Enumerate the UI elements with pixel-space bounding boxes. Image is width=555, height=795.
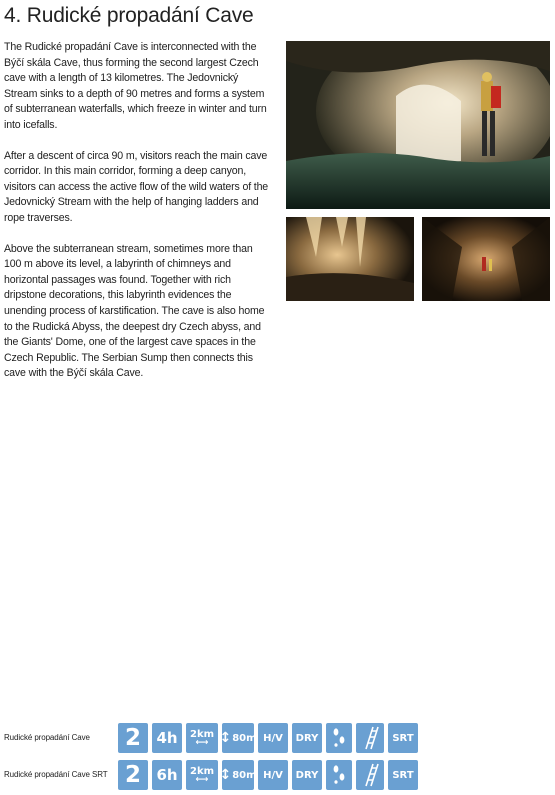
hv-badge: H/V — [258, 723, 288, 753]
depth-badge — [219, 760, 257, 790]
distance-badge — [186, 723, 218, 753]
footprints-icon — [326, 760, 352, 790]
paragraph: The Rudické propadání Cave is interconnected with the Býčí skála Cave, thus forming the second largest Czech cave with a length of 13 kilometres. The Jedovnický Stream sinks to a depth of 90 metres and forms a system of subterranean waterfalls, which freeze in winter and turn into icefalls. — [4, 41, 267, 131]
paragraph: After a descent of circa 90 m, visitors reach the main cave corridor. In this main corridor, forming a deep canyon, visitors can access the active flow of the wild waters of the Jedovnický Stream with the help of hanging ladders and rope traverses. — [4, 149, 269, 224]
srt-badge: SRT — [388, 760, 418, 790]
distance-value: 2km — [189, 766, 215, 777]
duration-badge: 6h — [152, 760, 182, 790]
tour-name: Rudické propadání Cave — [4, 733, 90, 742]
tour-row — [4, 760, 554, 790]
dry-badge: DRY — [292, 723, 322, 753]
vertical-arrow-icon: ↕ — [219, 730, 232, 746]
cave-photo-corridor — [422, 217, 550, 301]
vertical-arrow-icon: ↕ — [219, 767, 232, 783]
cave-photo-dripstones — [286, 217, 414, 301]
horizontal-arrow-icon: ⟷ — [195, 738, 209, 748]
ladder-icon — [356, 723, 384, 753]
depth-value: 80m — [232, 769, 257, 781]
ladder-icon — [356, 760, 384, 790]
duration-badge: 4h — [152, 723, 182, 753]
dry-badge: DRY — [292, 760, 322, 790]
horizontal-arrow-icon: ⟷ — [195, 775, 209, 785]
difficulty-badge: 2 — [118, 723, 148, 753]
depth-badge — [219, 723, 257, 753]
hv-badge: H/V — [258, 760, 288, 790]
paragraph: Above the subterranean stream, sometimes more than 100 m above its level, a labyrinth of chimneys and horizontal passages was found. Together with rich dripstone decorations, this labyrinth evidences the unending process of karstification. The cave is also home to the Rudická Abyss, the deepest dry Czech abyss, and the Giants' Dome, one of the largest cave spaces in the Czech Republic. The Serbian Sump then connects this cave with the Býčí skála Cave. — [4, 242, 265, 380]
distance-value: 2km — [189, 729, 215, 740]
page-title: 4. Rudické propadání Cave — [4, 4, 254, 27]
distance-badge — [186, 760, 218, 790]
cave-photo-main — [286, 41, 550, 209]
tour-name: Rudické propadání Cave SRT — [4, 770, 108, 779]
body-text — [4, 40, 272, 397]
depth-value: 80m — [232, 732, 257, 744]
footprints-icon — [326, 723, 352, 753]
difficulty-badge: 2 — [118, 760, 148, 790]
tour-row — [4, 723, 554, 753]
srt-badge: SRT — [388, 723, 418, 753]
